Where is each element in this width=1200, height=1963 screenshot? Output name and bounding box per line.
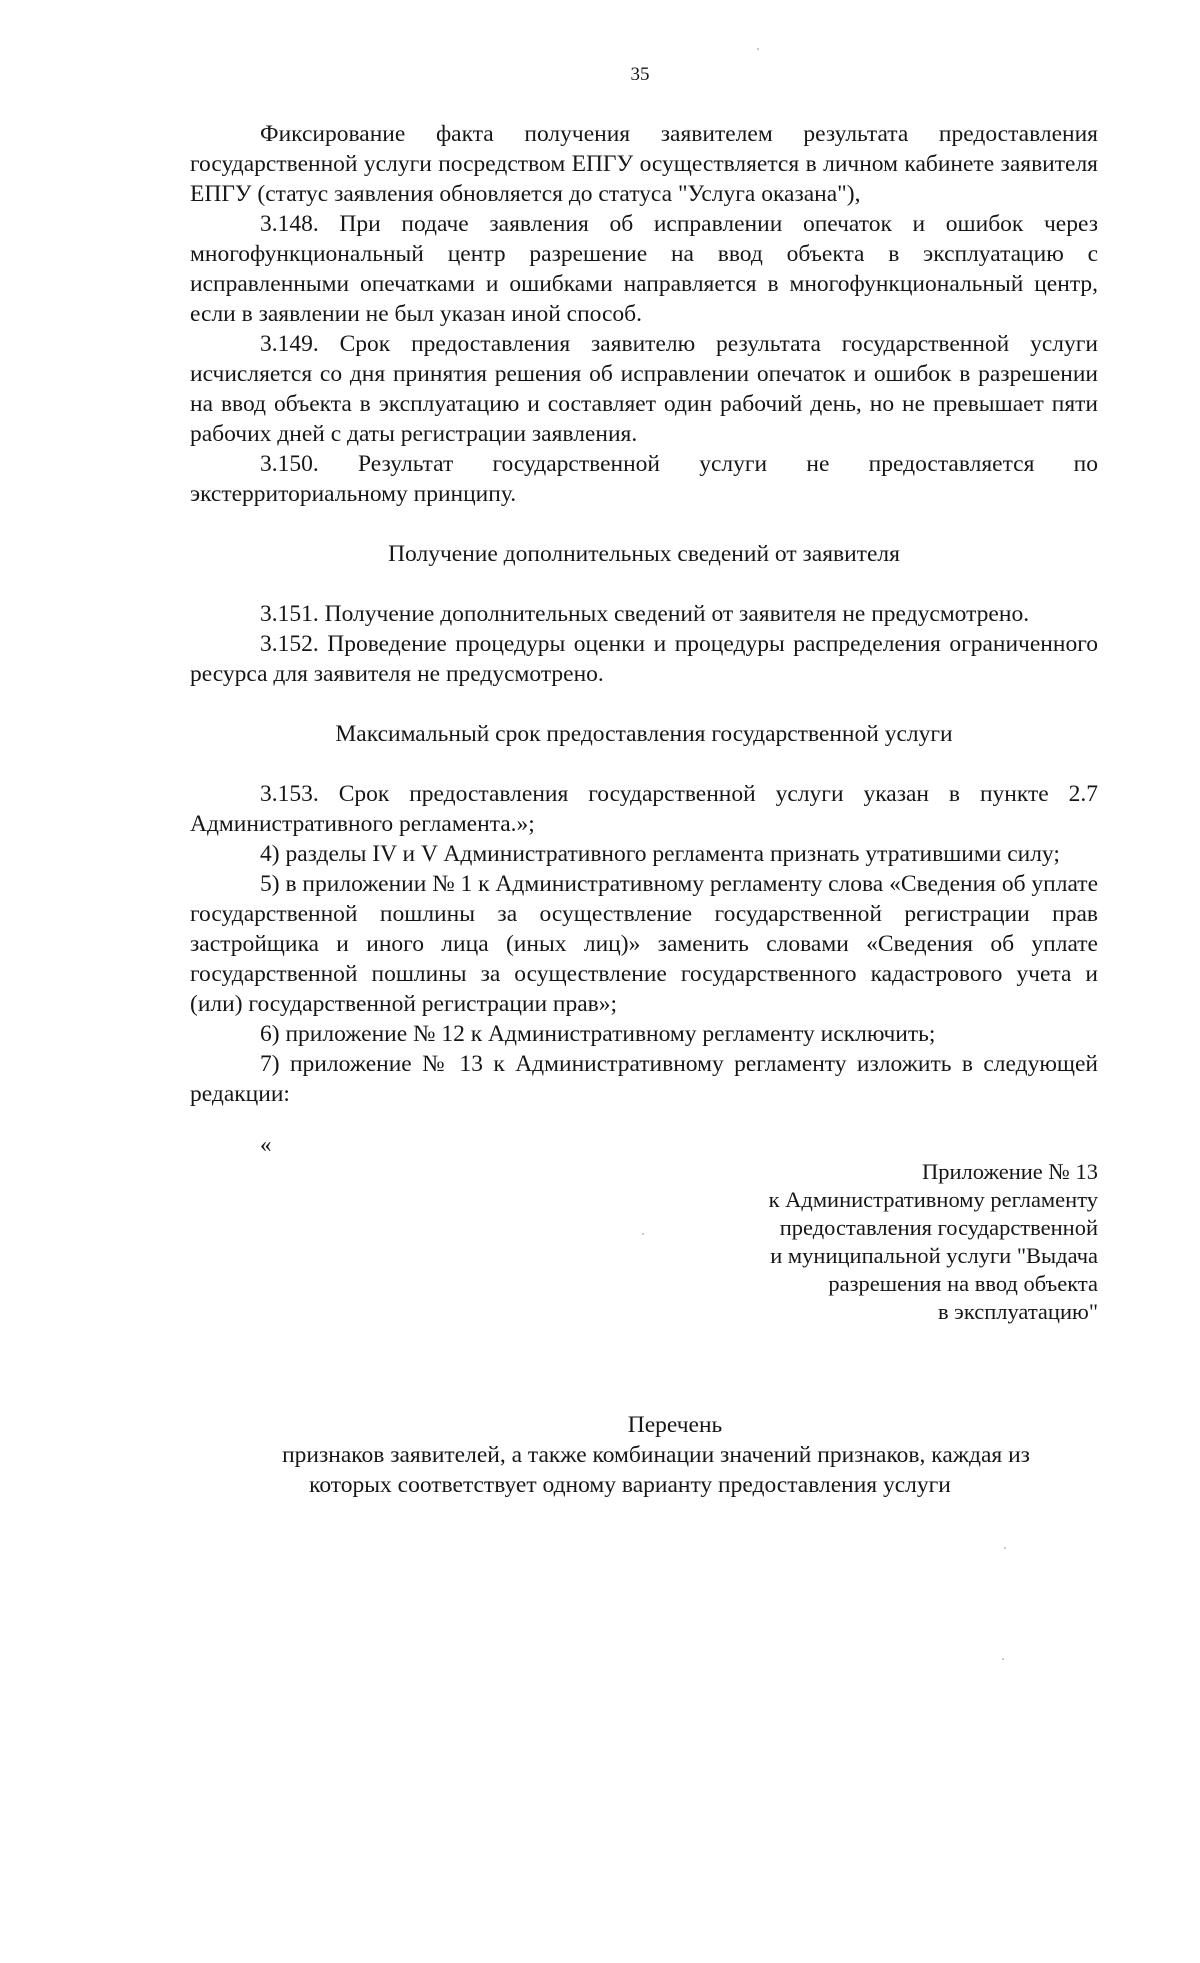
paragraph-3-150: 3.150. Результат государственной услуги не предоставляется по экстерриториальному принципу. xyxy=(190,451,1098,507)
paragraph-item-7: 7) приложение № 13 к Административному регламенту изложить в следующей редакции: xyxy=(190,1051,1098,1107)
opening-quote-mark: « xyxy=(260,1132,272,1157)
paragraph-3-153: 3.153. Срок предоставления государственной услуги указан в пункте 2.7 Административного регламента.»; xyxy=(190,781,1098,837)
paragraph-item-4: 4) разделы IV и V Административного регламента признать утратившими силу; xyxy=(260,841,1060,867)
appendix-caption xyxy=(678,1158,1098,1326)
page-number: 35 xyxy=(630,64,650,85)
list-title-word: Перечень xyxy=(627,1412,723,1438)
appendix-line: в эксплуатацию" xyxy=(937,1299,1098,1324)
section-heading-additional-info: Получение дополнительных сведений от заявителя xyxy=(388,541,900,567)
list-title-line: которых соответствует одному варианту предоставления услуги xyxy=(309,1472,951,1498)
paragraph-3-149: 3.149. Срок предоставления заявителю результата государственной услуги исчисляется со дня принятия решения об исправлении опечаток и ошибок в разрешении на ввод объекта в эксплуатацию и составляет один рабочий день, но не превышает пяти рабочих дней с даты регистрации заявления. xyxy=(190,331,1098,447)
paragraph-item-5: 5) в приложении № 1 к Административному регламенту слова «Сведения об уплате государственной пошлины за осуществление государственной регистрации прав застройщика и иного лица (иных лиц)» заменить словами «Сведения об уплате государственной пошлины за осуществление государственного кадастрового учета и (или) государственной регистрации прав»; xyxy=(190,871,1098,1017)
appendix-line: разрешения на ввод объекта xyxy=(828,1271,1098,1296)
appendix-line: к Административному регламенту xyxy=(768,1187,1098,1212)
paragraph-3-148: 3.148. При подаче заявления об исправлении опечаток и ошибок через многофункциональный центр разрешение на ввод объекта в эксплуатацию с исправленными опечатками и ошибками направляется в многофункциональный центр, если в заявлении не был указан иной способ. xyxy=(190,211,1098,327)
body-text-top xyxy=(190,119,1098,1109)
paragraph-item-6: 6) приложение № 12 к Административному регламенту исключить; xyxy=(260,1021,936,1047)
appendix-line: и муниципальной услуги "Выдача xyxy=(770,1243,1098,1268)
list-title-line: признаков заявителей, а также комбинации значений признаков, каждая из xyxy=(282,1442,1030,1468)
paragraph-3-152: 3.152. Проведение процедуры оценки и процедуры распределения ограниченного ресурса для заявителя не предусмотрено. xyxy=(190,631,1098,687)
section-heading-max-term: Максимальный срок предоставления государственной услуги xyxy=(335,721,953,747)
list-title xyxy=(0,1410,1200,1500)
appendix-line: Приложение № 13 xyxy=(922,1159,1098,1184)
appendix-line: предоставления государственной xyxy=(779,1215,1098,1240)
paragraph: Фиксирование факта получения заявителем результата предоставления государственной услуги посредством ЕПГУ осуществляется в личном кабинете заявителя ЕПГУ (статус заявления обновляется до статуса "Услуга оказана"), xyxy=(190,121,1098,207)
paragraph-3-151: 3.151. Получение дополнительных сведений от заявителя не предусмотрено. xyxy=(260,601,1030,627)
